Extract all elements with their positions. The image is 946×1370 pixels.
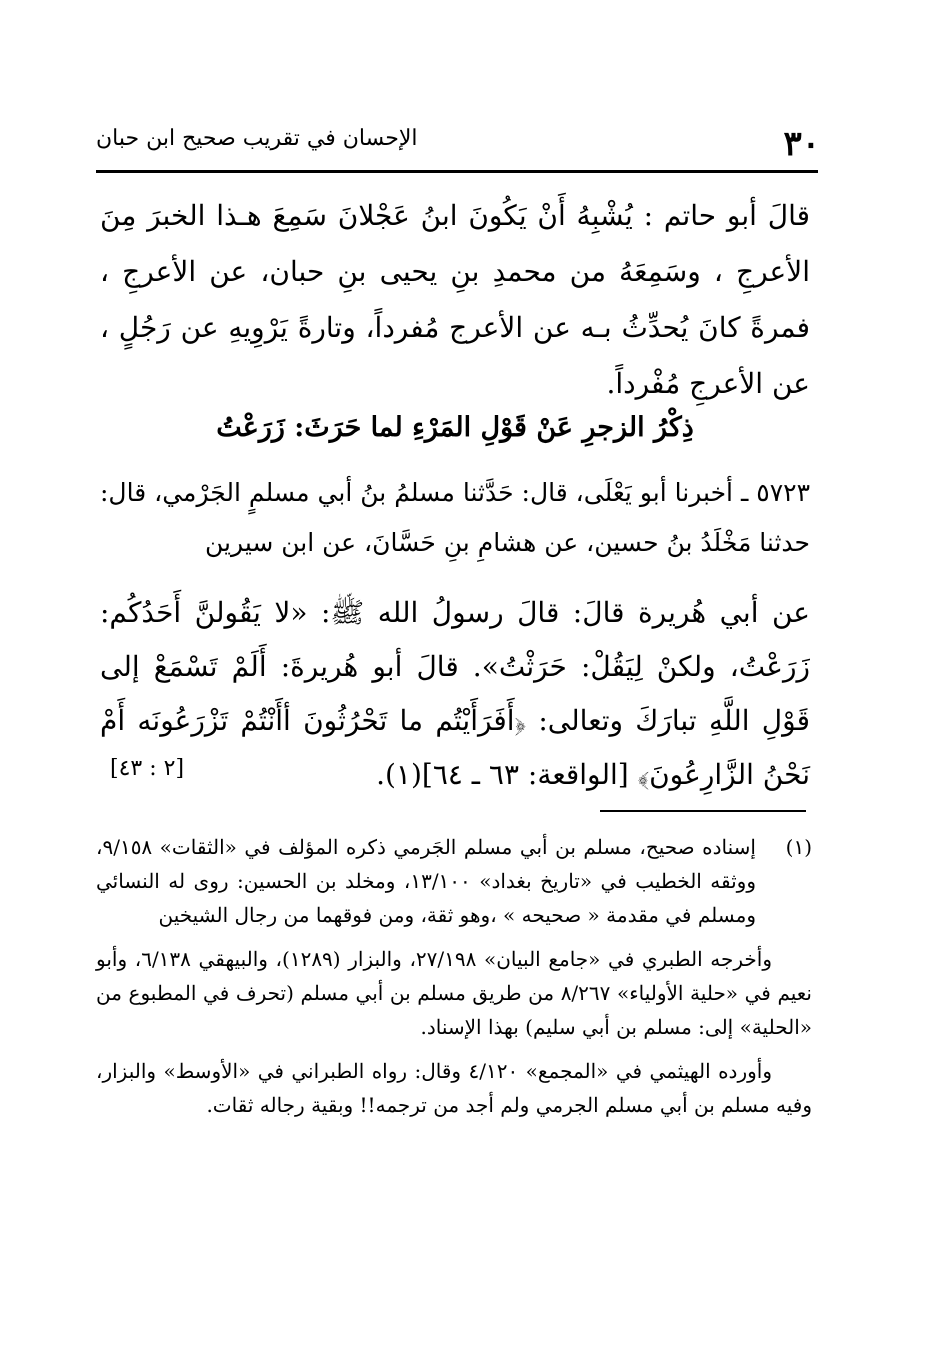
footnote-paragraph-takhrij: وأخرجه الطبري في «جامع البيان» ٢٧/١٩٨، والبزار (١٢٨٩)، والبيهقي ٦/١٣٨، وأبو نعيم في «حلية الأولياء» ٨/٢٦٧ من طريق مسلم بن أبي مسلم (تحرف في المطبوع من «الحلية» إلى: مسلم بن أبي سليم) بهذا الإسناد.	[96, 947, 813, 1039]
paragraph-abu-hatim: قالَ أبو حاتم : يُشْبِهُ أَنْ يَكُونَ ابنُ عَجْلانَ سَمِعَ هـذا الخبرَ مِنَ الأعرجِ ، وسَمِعَهُ من محمدِ بنِ يحيى بنِ حبان، عن الأعرجِ ، فمرةً كانَ يُحدِّثُ بـه عن الأعرج مُفرداً، وتارةً يَرْوِيهِ عن رَجُلٍ ، عن الأعرجِ مُفْرداً.	[100, 199, 810, 400]
footnote-rule	[600, 810, 806, 812]
page-number: ٣٠	[783, 124, 820, 164]
page-header	[96, 120, 820, 170]
footnote-1	[96, 830, 812, 932]
footnotes	[96, 830, 812, 1122]
section-title: ذِكْرُ الزجرِ عَنْ قَوْلِ المَرْءِ لما حَرَثَ: زَرَعْتُ	[216, 412, 694, 443]
footnote-paragraph-haythami: وأورده الهيثمي في «المجمع» ٤/١٢٠ وقال: رواه الطبراني في «الأوسط» والبزار، وفيه مسلم بن أبي مسلم الجرمي ولم أجد من ترجمه!! وبقية رجاله ثقات.	[96, 1059, 812, 1117]
footnote-1-text: إسناده صحيح، مسلم بن أبي مسلم الجَرمي ذكره المؤلف في «الثقات» ٩/١٥٨، ووثقه الخطيب في «تاريخ بغداد» ١٣/١٠٠، ومخلد بن الحسين: روى له النسائي ومسلم في مقدمة « صحيحه » ،وهو ثقة، ومن فوقهما من رجال الشيخين	[96, 835, 757, 927]
hadith-text: عن أبي هُريرة قالَ: قالَ رسولُ الله ﷺ: «لا يَقُولنَّ أَحَدُكُم: زَرَعْتُ، ولكنْ لِيَقُلْ: حَرَثْتُ». قالَ أبو هُريرةَ: أَلَمْ تَسْمَعْ إلى قَوْلِ اللَّهِ تبارَكَ وتعالى: ﴿أَفَرَأَيْتُم ما تَحْرُثُونَ أأَنْتُمْ تَزْرَعُونَه أَمْ نَحْنُ الزَّارِعُونَ﴾ [الواقعة: ٦٣ ـ ٦٤](١).	[100, 596, 810, 791]
footnote-marker: (١)	[785, 835, 812, 859]
cross-reference: [٢ : ٤٣]	[110, 756, 185, 781]
header-rule	[96, 170, 818, 173]
running-title: الإحسان في تقريب صحيح ابن حبان	[96, 126, 418, 151]
hadith-isnad: ٥٧٢٣ ـ أخبرنا أبو يَعْلَى، قال: حَدَّثنا مسلمُ بنُ أبي مسلمٍ الجَرْمي، قال: حدثنا مَخْلَدُ بنُ حسين، عن هشامِ بنِ حَسَّانَ، عن ابن سيرين	[100, 478, 810, 557]
